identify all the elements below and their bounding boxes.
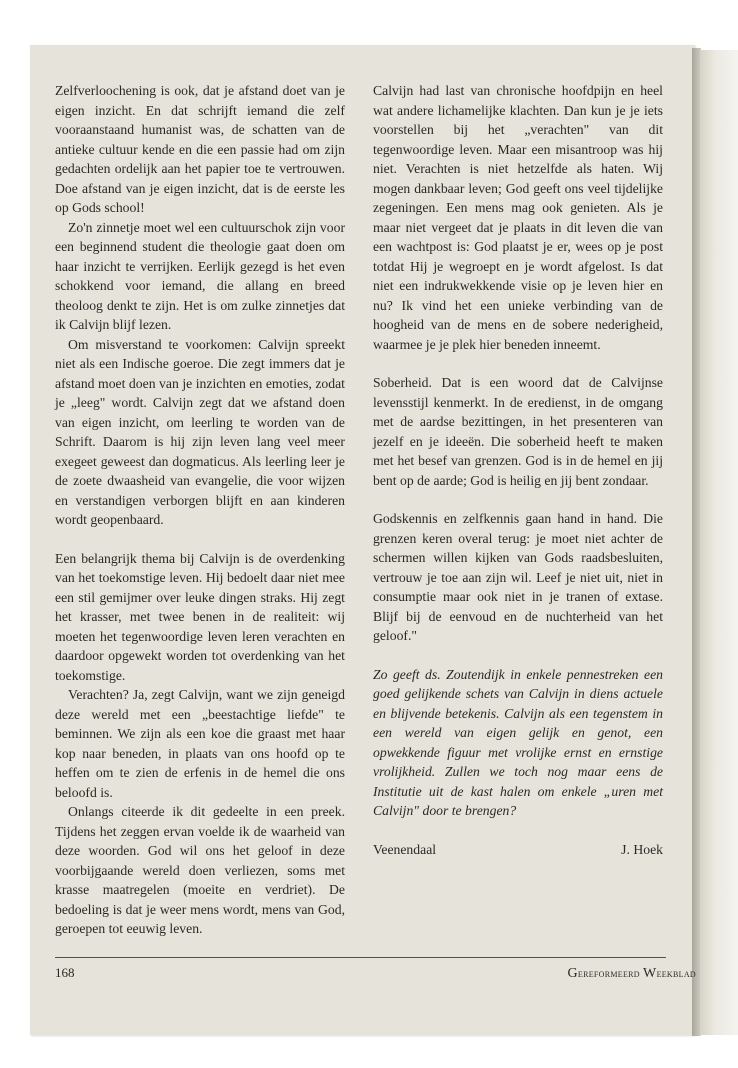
right-column bbox=[373, 81, 663, 859]
journal-name bbox=[567, 966, 696, 982]
paragraph: Zo'n zinnetje moet wel een cultuurschok zijn voor een beginnend student die theologie gaat doen om haar inzicht te verrijken. Eerlijk gezegd is het even schokkend voor iemand, die allang en breed theoloog denkt te zijn. Het is om zulke zinnetjes dat ik Calvijn blijf lezen. bbox=[55, 219, 345, 332]
closing-italic-paragraph: Zo geeft ds. Zoutendijk in enkele pennestreken een goed gelijkende schets van Calvijn in diens actuele en blijvende betekenis. Calvijn als een tegenstem in een wereld van eigen gelijk en genot, een opwekkende figuur met vrolijke ernst en ernstige vrolijkheid. Zullen we toch nog maar eens de Institutie uit de kast halen om enkele „uren met Calvijn" door te brengen? bbox=[373, 666, 663, 818]
paragraph: Om misverstand te voorkomen: Calvijn spreekt niet als een Indische goeroe. Die zegt immers dat je afstand moet doen van je inzichten en emoties, zodat je „leeg" wordt. Calvijn zegt dat we afstand doen van eigen inzicht, om leerling te worden van de Schrift. Daarom is hij zijn leven lang veel meer exegeet geweest dan dogmaticus. Als leerling leer je de zoete dwaasheid van evangelie, die voor wijzen en verstandigen verborgen blijft en aan kinderen wordt geopenbaard. bbox=[55, 336, 345, 527]
journal-initial: W bbox=[643, 966, 657, 981]
page-number: 168 bbox=[55, 965, 75, 980]
left-column bbox=[55, 81, 345, 939]
footer-rule bbox=[55, 957, 666, 958]
journal-word: ereformeerd bbox=[577, 968, 644, 980]
paragraph: Onlangs citeerde ik dit gedeelte in een preek. Tijdens het zeggen ervan voelde ik de waarheid van deze woorden. God wil ons het geloof in deze voorbijgaande wereld doen verliezen, soms met krasse maatregelen (moeite en verdriet). De bedoeling is dat je weer mens wordt, mens van God, geroepen tot eeuwig leven. bbox=[55, 804, 345, 936]
place-name: Veenendaal bbox=[373, 841, 437, 857]
paragraph: Verachten? Ja, zegt Calvijn, want we zijn geneigd deze wereld met een „beestachtige liefde" te beminnen. We zijn als een koe die graast met haar kop naar beneden, in plaats van ons hoofd op te heffen om te zien de erfenis in de hemel die ons beloofd is. bbox=[55, 687, 345, 800]
paragraph: Een belangrijk thema bij Calvijn is de overdenking van het toekomstige leven. Hij bedoelt daar niet mee een stil gemijmer over leuke dingen straks. Hij zegt het krasser, met twee benen in de realiteit: wij moeten het tegenwoordige leven leren verachten en daardoor opgewekt worden tot overdenking van het toekomstige. bbox=[55, 550, 345, 683]
paragraph: Soberheid. Dat is een woord dat de Calvijnse levensstijl kenmerkt. In de eredienst, in de omgang met de aardse bezittingen, in het presenteren van jezelf en je ideeën. Die soberheid heeft te maken met het besef van grenzen. God is in de hemel en jij bent op de aarde; God is heilig en jij bent zondaar. bbox=[373, 375, 663, 488]
paragraph: Zelfverloochening is ook, dat je afstand doet van je eigen inzicht. En dat schrijft iemand die zelf vooraanstaand humanist was, de schatten van de antieke cultuur kende en die een passie had om zijn gedachten ordelijk aan het papier toe te vertrouwen. Doe afstand van je eigen inzicht, dat is de eerste les op Gods school! bbox=[55, 83, 345, 215]
next-page-edge bbox=[700, 50, 738, 1035]
signature-line bbox=[373, 840, 663, 860]
journal-initial: G bbox=[567, 966, 578, 981]
journal-word: eekblad bbox=[656, 968, 696, 980]
paragraph: Godskennis en zelfkennis gaan hand in hand. Die grenzen keren overal terug: je moet niet achter de schermen willen kijken van Gods raadsbesluiten, vertrouw je toe aan zijn wil. Leef je niet uit, niet in consumptie maar ook niet in je tranen of extase. Blijf bij de eenvoud en de nuchterheid van het geloof." bbox=[373, 511, 663, 643]
paragraph: Calvijn had last van chronische hoofdpijn en heel wat andere lichamelijke klachten. Dan kun je je iets voorstellen bij het „verachten" van dit tegenwoordige leven. Maar een misantroop was hij niet. Verachten is niet hetzelfde als haten. Wij mogen dankbaar leven; God geeft ons veel tijdelijke zegeningen. Een mens mag ook genieten. Als je maar niet vergeet dat je plaats in dit leven die van een wachtpost is: God plaatst je er, wees op je post totdat Hij je wegroept en je wordt afgelost. Is dat niet een indrukwekkende visie op je leven hier en nu? Ik vind het een unieke verbinding van de hoogheid van de mens en de sobere nederigheid, waarmee je je plek hier beneden inneemt. bbox=[373, 83, 663, 352]
author-name: J. Hoek bbox=[621, 841, 663, 857]
